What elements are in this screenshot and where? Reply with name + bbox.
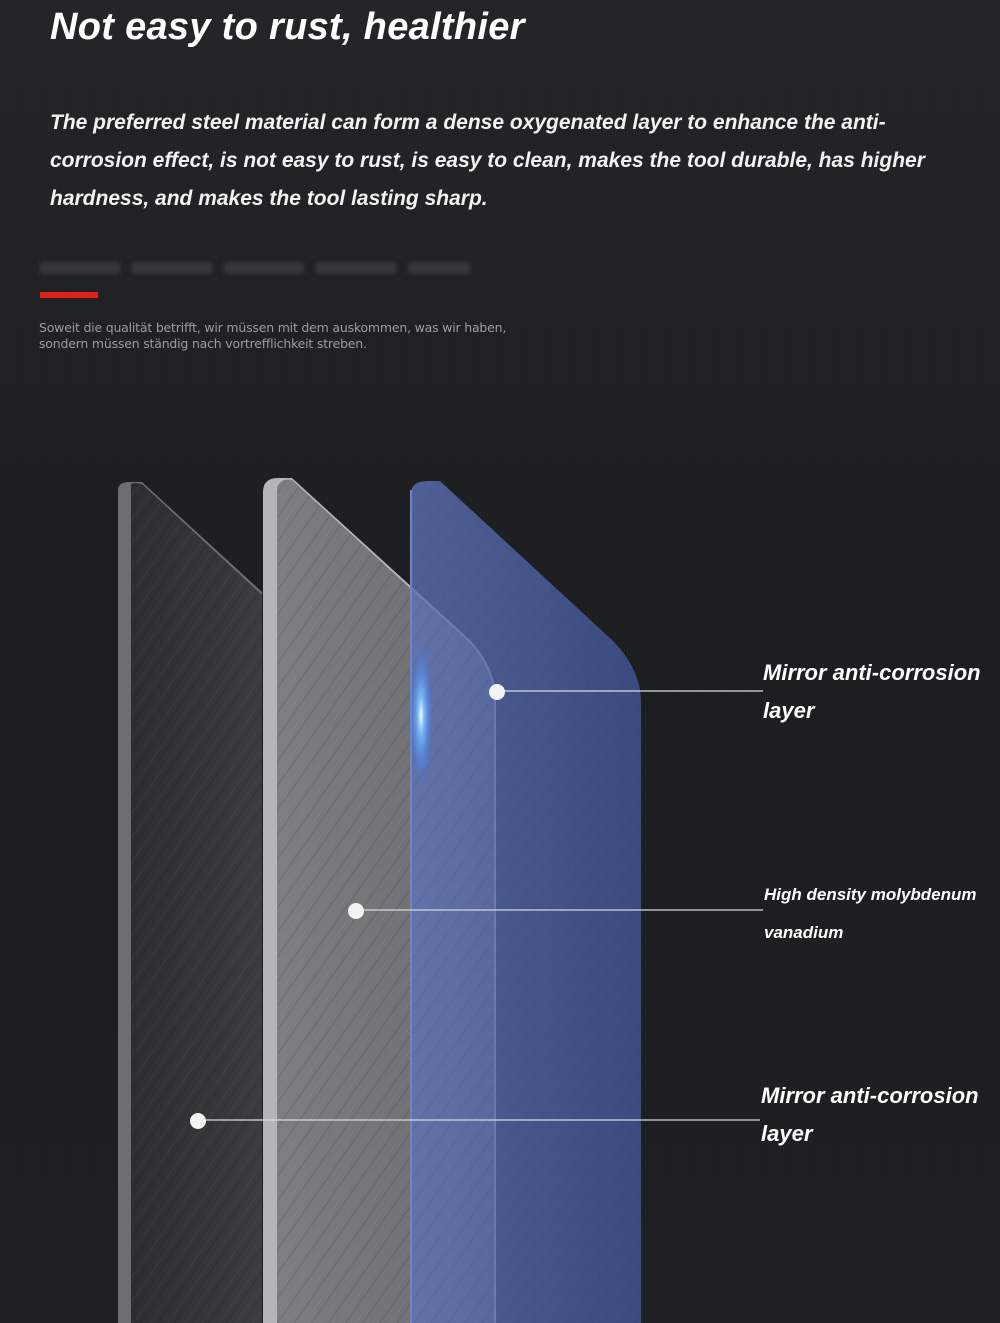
callout-top-label: Mirror anti-corrosion layer [763, 660, 981, 723]
german-subtext-line-1: Soweit die qualität betrifft, wir müssen mit dem auskommen, was wir haben, [39, 320, 507, 335]
edge-glow [409, 645, 433, 785]
dark-steel-layer [118, 482, 262, 1323]
german-subtext-line-2: sondern müssen ständig nach vortrefflichkeit streben. [39, 336, 367, 351]
page-title: Not easy to rust, healthier [50, 6, 525, 48]
blue-anti-corrosion-layer [411, 481, 641, 1323]
description-text: The preferred steel material can form a dense oxygenated layer to enhance the anti-corrosion effect, is not easy to rust, is easy to clean, makes the tool durable, has higher hardness, and makes the tool lasting sharp. [50, 111, 925, 210]
callout-bottom-label: Mirror anti-corrosion layer [761, 1083, 979, 1146]
callout-middle-label: High density molybdenum vanadium [764, 885, 977, 942]
